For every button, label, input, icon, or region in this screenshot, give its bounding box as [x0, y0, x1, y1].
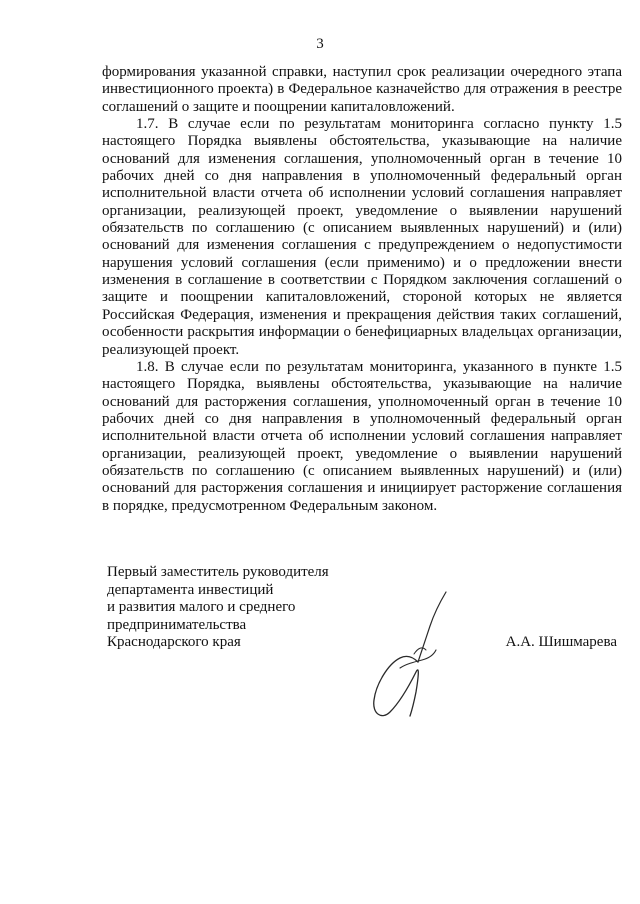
position-line: Краснодарского края — [107, 634, 241, 651]
document-body — [102, 64, 622, 515]
signer-name: А.А. Шишмарева — [505, 634, 617, 650]
position-line: и развития малого и среднего — [107, 599, 296, 616]
position-line: предпринимательства — [107, 616, 247, 633]
position-line: Первый заместитель руководителя — [107, 564, 329, 580]
page-number: 3 — [316, 36, 324, 52]
handwritten-signature — [360, 588, 460, 728]
position-line: департамента инвестиций — [107, 581, 274, 598]
clause-1-7: 1.7. В случае если по результатам мониторинга согласно пункту 1.5 настоящего Порядка выявлены обстоятельства, указывающие на наличие оснований для изменения соглашения, уполномоченный орган в течение 10 рабочих дней со дня направления в уполномоченный федеральный орган исполнительной власти отчета об исполнении условий соглашения направляет организации, реализующей проект, уведомление о выявлении нарушений обязательств по соглашению (с описанием выявленных нарушений) и (или) оснований для изменения соглашения с предупреждением о недопустимости нарушения условий соглашения (если применимо) и о предложении внести изменения в соглашение в соответствии с Порядком заключения соглашений о защите и поощрении капиталовложений, стороной которых не является Российская Федерация, изменения и прекращения действия таких соглашений, особенности раскрытия информации о бенефициарных владельцах организации, реализующей проект. — [102, 116, 622, 358]
paragraph-continuation: формирования указанной справки, наступил срок реализации очередного этапа инвестиционного проекта) в Федеральное казначейство для отражения в реестре соглашений о защите и поощрении капиталовложений. — [102, 64, 622, 115]
clause-1-8: 1.8. В случае если по результатам мониторинга, указанного в пункте 1.5 настоящего Порядка, выявлены обстоятельства, указывающие на наличие оснований для расторжения соглашения, уполномоченный орган в течение 10 рабочих дней со дня направления в уполномоченный федеральный орган исполнительной власти отчета об исполнении условий соглашения направляет организации, реализующей проект, уведомление о выявлении нарушений обязательств по соглашению (с описанием выявленных нарушений) и (или) оснований для расторжения соглашения и инициирует расторжение соглашения в порядке, предусмотренном Федеральным законом. — [102, 358, 622, 514]
signatory-position — [107, 564, 329, 652]
